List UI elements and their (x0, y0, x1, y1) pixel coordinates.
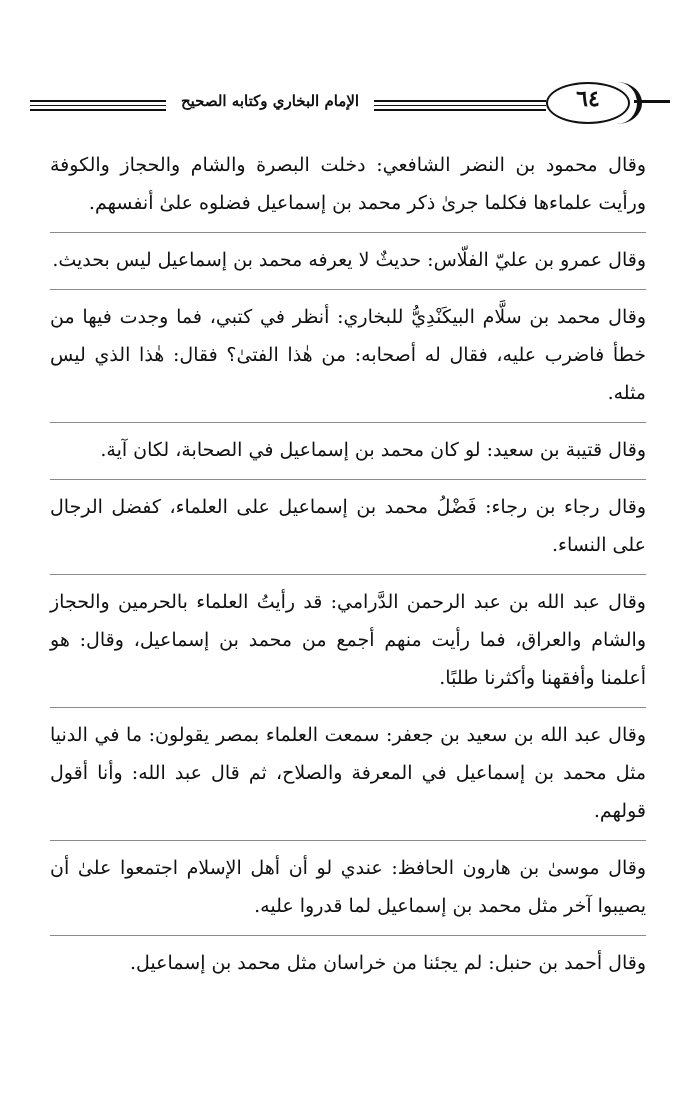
header-rule-left-bottom (30, 109, 166, 111)
paragraph-6: وقال عبد الله بن عبد الرحمن الدَّرامي: قد رأيتُ العلماء بالحرمين والحجاز والشام والعراق، فما رأيت منهم أجمع من محمد بن إسماعيل، وقال: هو أعلمنا وأفقهنا وأكثرنا طلبًا. (50, 575, 646, 708)
page-body (50, 138, 646, 992)
header-rule-left-middle (30, 105, 166, 106)
header-rule-left-top (30, 100, 166, 102)
paragraph-1: وقال محمود بن النضر الشافعي: دخلت البصرة والشام والحجاز والكوفة ورأيت علماءها فكلما جرىٰ ذكر محمد بن إسماعيل فضلوه علىٰ أنفسهم. (50, 138, 646, 233)
paragraph-7: وقال عبد الله بن سعيد بن جعفر: سمعت العلماء بمصر يقولون: ما في الدنيا مثل محمد بن إسماعيل في المعرفة والصلاح، ثم قال عبد الله: وأنا أقول قولهم. (50, 708, 646, 841)
page-number-ornament-tail (634, 100, 670, 103)
header-rule-right-top (374, 100, 546, 102)
paragraph-5: وقال رجاء بن رجاء: فَضْلُ محمد بن إسماعيل على العلماء، كفضل الرجال على النساء. (50, 480, 646, 575)
paragraph-2: وقال عمرو بن عليّ الفلّاس: حديثٌ لا يعرفه محمد بن إسماعيل ليس بحديث. (50, 233, 646, 290)
paragraph-8: وقال موسىٰ بن هارون الحافظ: عندي لو أن أهل الإسلام اجتمعوا علىٰ أن يصيبوا آخر مثل محمد بن إسماعيل لما قدروا عليه. (50, 841, 646, 936)
header-rule-right-bottom (374, 109, 546, 111)
paragraph-3: وقال محمد بن سلَّام البيكَنْدِيُّ للبخاري: أنظر في كتبي، فما وجدت فيها من خطأ فاضرب عليه، فقال له أصحابه: من هٰذا الفتىٰ؟ فقال: هٰذا الذي ليس مثله. (50, 290, 646, 423)
paragraph-4: وقال قتيبة بن سعيد: لو كان محمد بن إسماعيل في الصحابة، لكان آية. (50, 423, 646, 480)
paragraph-9: وقال أحمد بن حنبل: لم يجئنا من خراسان مثل محمد بن إسماعيل. (130, 952, 646, 974)
running-header (30, 78, 670, 132)
page-number: ٦٤ (576, 86, 600, 112)
running-title: الإمام البخاري وكتابه الصحيح (180, 92, 360, 110)
header-rule-right-middle (374, 105, 546, 106)
